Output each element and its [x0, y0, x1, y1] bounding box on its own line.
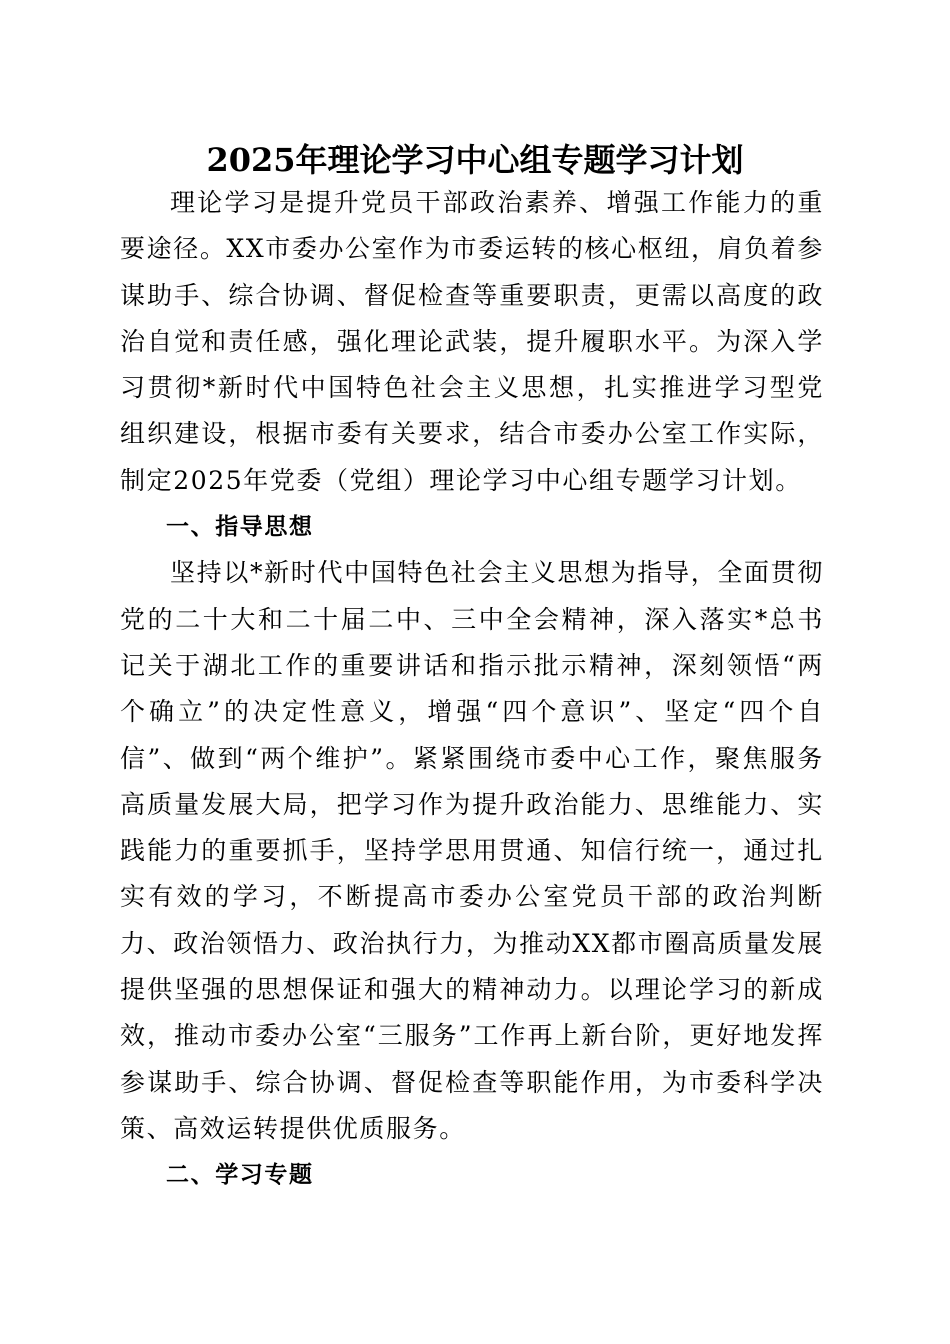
intro-paragraph: 理论学习是提升党员干部政治素养、增强工作能力的重要途径。XX市委办公室作为市委运转的核心枢纽，肩负着参谋助手、综合协调、督促检查等重要职责，更需以高度的政治自觉和责任感，强化理论武装，提升履职水平。为深入学习贯彻*新时代中国特色社会主义思想，扎实推进学习型党组织建设，根据市委有关要求，结合市委办公室工作实际，制定2025年党委（党组）理论学习中心组专题学习计划。	[120, 188, 824, 495]
section-heading-study-topics: 二、学习专题	[166, 1162, 314, 1189]
section-heading-guiding-ideology: 一、指导思想	[166, 514, 314, 541]
document-body	[120, 180, 824, 1199]
guiding-ideology-paragraph: 坚持以*新时代中国特色社会主义思想为指导，全面贯彻党的二十大和二十届二中、三中全会精神，深入落实*总书记关于湖北工作的重要讲话和指示批示精神，深刻领悟“两个确立”的决定性意义，增强“四个意识”、坚定“四个自信”、做到“两个维护”。紧紧围绕市委中心工作，聚焦服务高质量发展大局，把学习作为提升政治能力、思维能力、实践能力的重要抓手，坚持学思用贯通、知信行统一，通过扎实有效的学习，不断提高市委办公室党员干部的政治判断力、政治领悟力、政治执行力，为推动XX都市圈高质量发展提供坚强的思想保证和强大的精神动力。以理论学习的新成效，推动市委办公室“三服务”工作再上新台阶，更好地发挥参谋助手、综合协调、督促检查等职能作用，为市委科学决策、高效运转提供优质服务。	[120, 558, 824, 1143]
document-title: 2025年理论学习中心组专题学习计划	[206, 141, 744, 179]
